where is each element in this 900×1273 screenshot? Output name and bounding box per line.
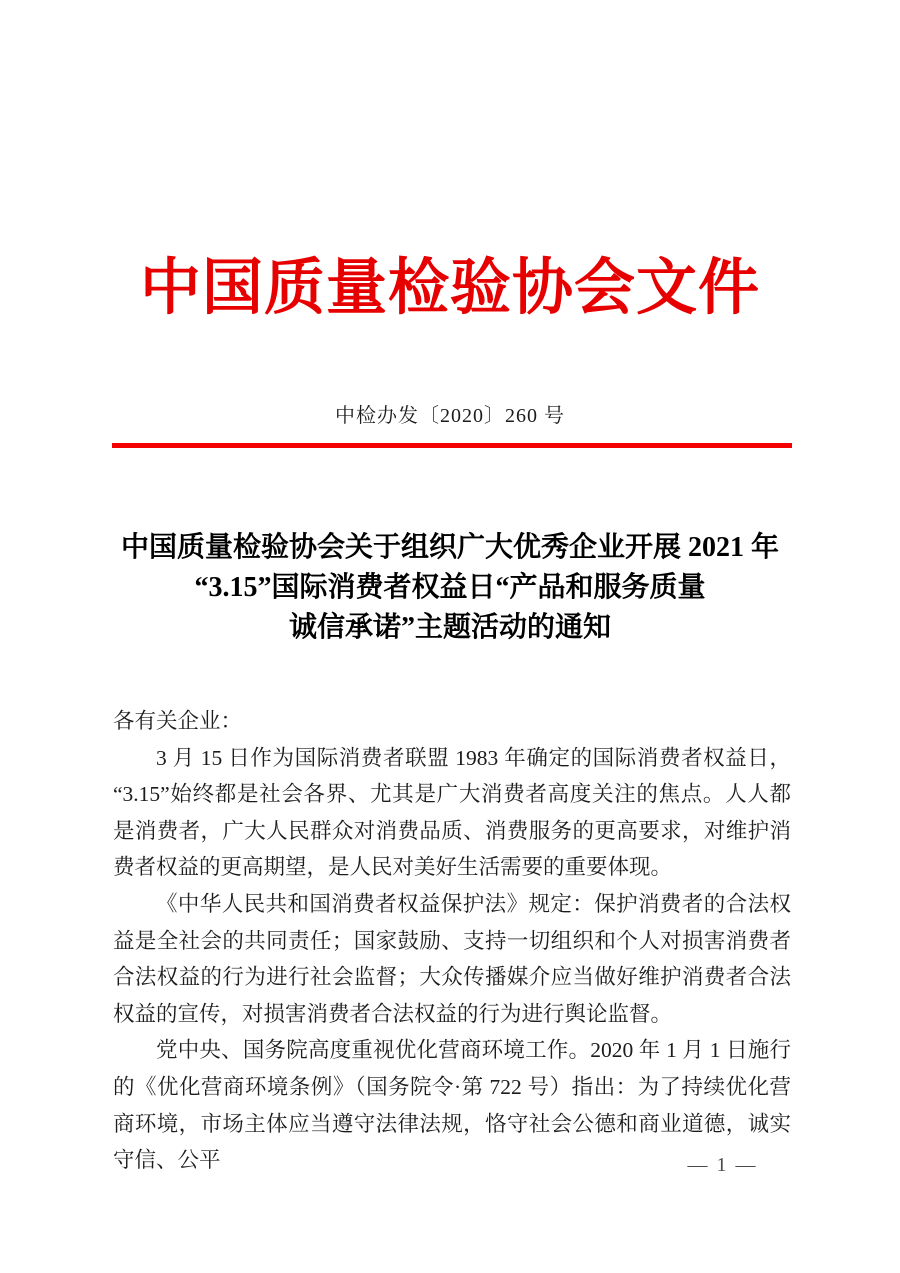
document-number: 中检办发〔2020〕260 号: [335, 405, 565, 427]
notice-title-line-1: 中国质量检验协会关于组织广大优秀企业开展 2021 年: [120, 532, 779, 563]
page-number: — 1 —: [687, 1154, 758, 1176]
body-paragraph: 党中央、国务院高度重视优化营商环境工作。2020 年 1 月 1 日施行的《优化营商环境条例》（国务院令·第 722 号）指出：为了持续优化营商环境，市场主体应当遵守法律法规，恪守社会公德和商业道德，诚实守信、公平: [113, 1038, 791, 1173]
notice-title: [90, 528, 810, 648]
document-header-title: 中国质量检验协会文件: [139, 255, 760, 322]
salutation: 各有关企业：: [113, 709, 243, 733]
red-divider-line: [112, 443, 792, 448]
notice-title-line-3: 诚信承诺”主题活动的通知: [288, 612, 611, 643]
body-paragraph: 《中华人民共和国消费者权益保护法》规定：保护消费者的合法权益是全社会的共同责任；国家鼓励、支持一切组织和个人对损害消费者合法权益的行为进行社会监督；大众传播媒介应当做好维护消费者合法权益的宣传，对损害消费者合法权益的行为进行舆论监督。: [113, 891, 791, 1026]
body-paragraph: 3 月 15 日作为国际消费者联盟 1983 年确定的国际消费者权益日，“3.15”始终都是社会各界、尤其是广大消费者高度关注的焦点。人人都是消费者，广大人民群众对消费品质、消费服务的更高要求，对维护消费者权益的更高期望，是人民对美好生活需要的重要体现。: [113, 745, 791, 880]
document-body: [113, 703, 791, 1179]
notice-title-line-2: “3.15”国际消费者权益日“产品和服务质量: [194, 572, 706, 603]
